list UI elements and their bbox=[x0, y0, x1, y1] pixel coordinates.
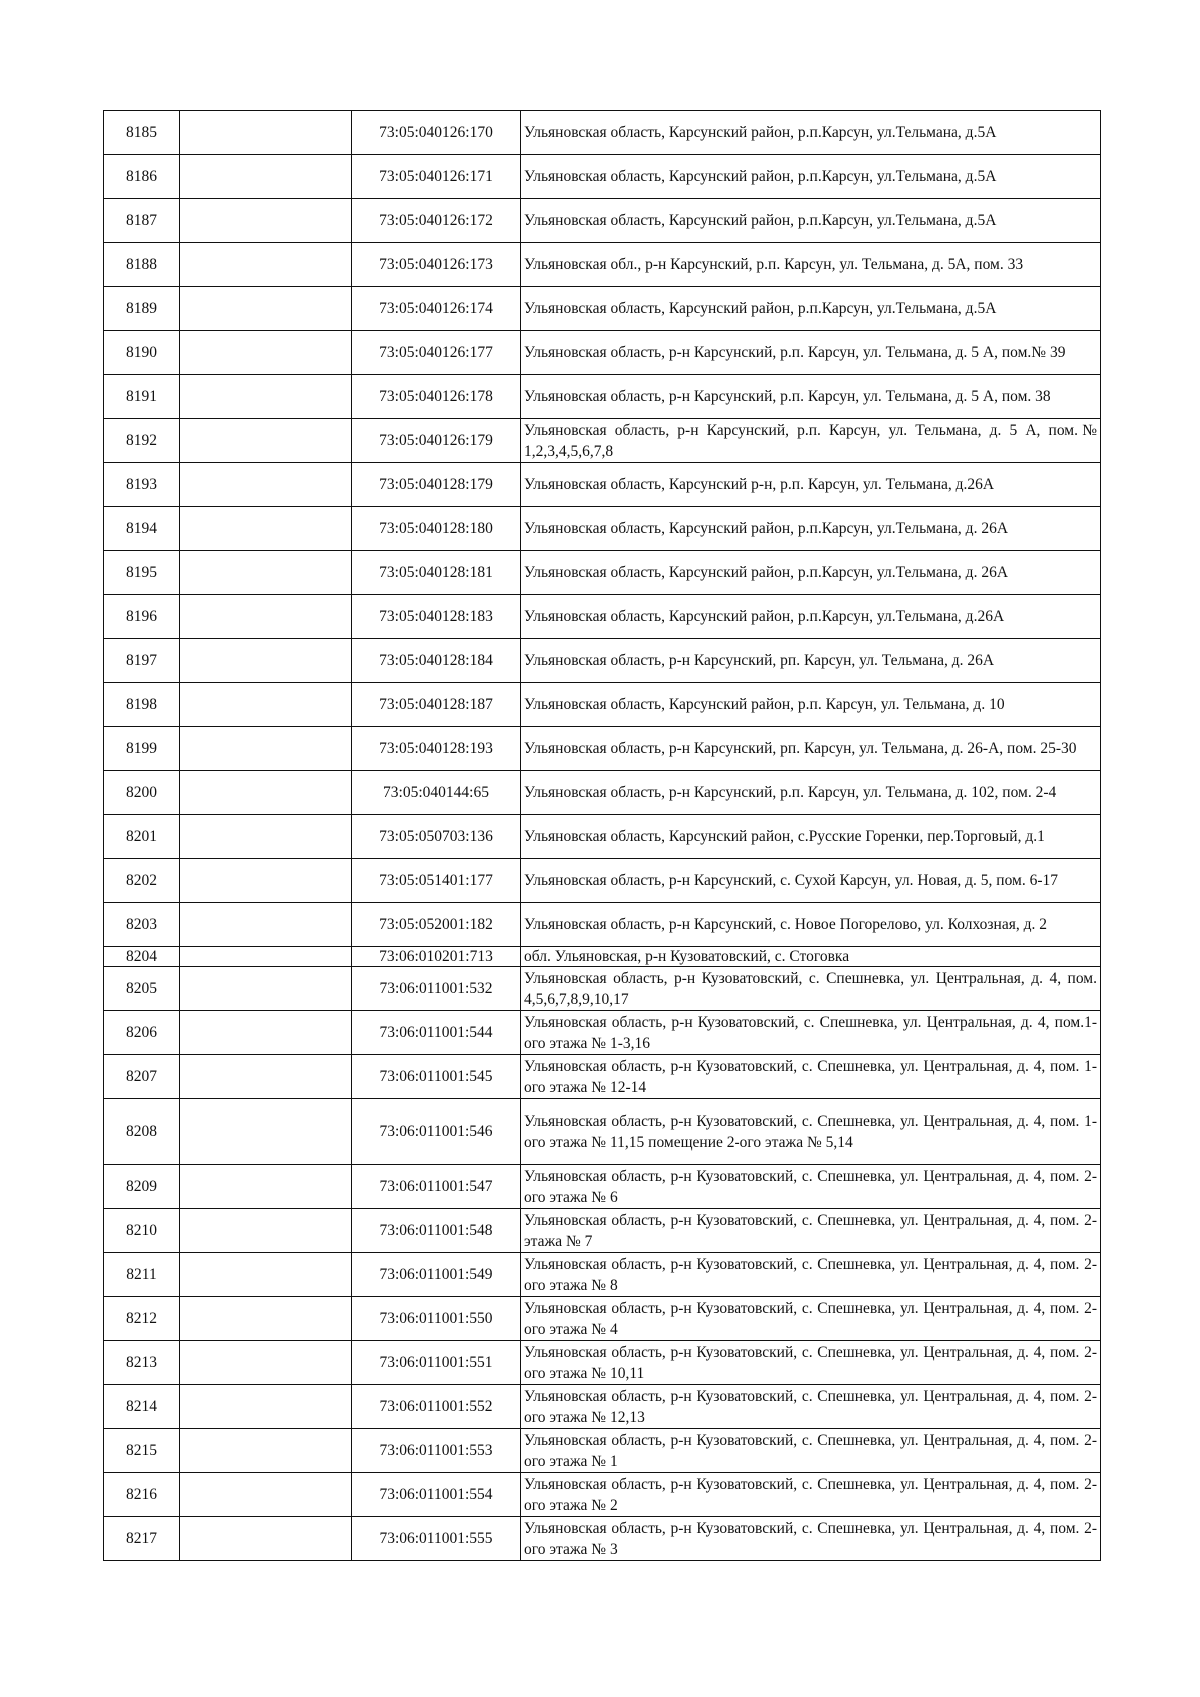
row-number-cell: 8188 bbox=[104, 243, 180, 287]
empty-cell bbox=[180, 903, 352, 947]
row-number-cell: 8201 bbox=[104, 815, 180, 859]
empty-cell bbox=[180, 1341, 352, 1385]
address-cell: Ульяновская область, р-н Кузоватовский, с. Спешневка, ул. Центральная, д. 4, пом. 1-ого этажа № 12-14 bbox=[521, 1055, 1101, 1099]
table-row bbox=[104, 375, 1101, 419]
address-cell: Ульяновская область, р-н Карсунский, р.п. Карсун, ул. Тельмана, д. 5 А, пом. 38 bbox=[521, 375, 1101, 419]
row-number-cell: 8208 bbox=[104, 1099, 180, 1165]
cadastral-number-cell: 73:06:011001:545 bbox=[352, 1055, 521, 1099]
empty-cell bbox=[180, 1253, 352, 1297]
row-number-cell: 8186 bbox=[104, 155, 180, 199]
row-number-cell: 8196 bbox=[104, 595, 180, 639]
row-number-cell: 8207 bbox=[104, 1055, 180, 1099]
address-cell: Ульяновская область, р-н Кузоватовский, с. Спешневка, ул. Центральная, д. 4, пом. 2-ого этажа № 1 bbox=[521, 1429, 1101, 1473]
address-cell: Ульяновская область, р-н Кузоватовский, с. Спешневка, ул. Центральная, д. 4, пом. 2-ого этажа № 4 bbox=[521, 1297, 1101, 1341]
row-number-cell: 8206 bbox=[104, 1011, 180, 1055]
row-number-cell: 8212 bbox=[104, 1297, 180, 1341]
property-registry-table bbox=[103, 110, 1101, 1561]
cadastral-number-cell: 73:05:051401:177 bbox=[352, 859, 521, 903]
address-cell: Ульяновская область, Карсунский район, с.Русские Горенки, пер.Торговый, д.1 bbox=[521, 815, 1101, 859]
table-row bbox=[104, 243, 1101, 287]
address-cell: Ульяновская область, р-н Кузоватовский, с. Спешневка, ул. Центральная, д. 4, пом. 2-ого этажа № 3 bbox=[521, 1517, 1101, 1561]
table-row bbox=[104, 111, 1101, 155]
table-row bbox=[104, 683, 1101, 727]
table-row bbox=[104, 903, 1101, 947]
cadastral-number-cell: 73:05:052001:182 bbox=[352, 903, 521, 947]
empty-cell bbox=[180, 1473, 352, 1517]
empty-cell bbox=[180, 947, 352, 967]
empty-cell bbox=[180, 815, 352, 859]
cadastral-number-cell: 73:05:040128:183 bbox=[352, 595, 521, 639]
table-row bbox=[104, 1165, 1101, 1209]
table-row bbox=[104, 331, 1101, 375]
address-cell: Ульяновская область, р-н Карсунский, р.п. Карсун, ул. Тельмана, д. 102, пом. 2-4 bbox=[521, 771, 1101, 815]
row-number-cell: 8195 bbox=[104, 551, 180, 595]
cadastral-number-cell: 73:05:040126:174 bbox=[352, 287, 521, 331]
cadastral-number-cell: 73:06:011001:547 bbox=[352, 1165, 521, 1209]
cadastral-number-cell: 73:06:010201:713 bbox=[352, 947, 521, 967]
address-cell: Ульяновская область, р-н Карсунский, р.п. Карсун, ул. Тельмана, д. 5 А, пом.№ 1,2,3,4,5,6,7,8 bbox=[521, 419, 1101, 463]
table-row bbox=[104, 287, 1101, 331]
table-row bbox=[104, 947, 1101, 967]
address-cell: Ульяновская область, Карсунский район, р.п. Карсун, ул. Тельмана, д. 10 bbox=[521, 683, 1101, 727]
empty-cell bbox=[180, 463, 352, 507]
row-number-cell: 8216 bbox=[104, 1473, 180, 1517]
row-number-cell: 8190 bbox=[104, 331, 180, 375]
row-number-cell: 8204 bbox=[104, 947, 180, 967]
table-row bbox=[104, 1099, 1101, 1165]
cadastral-number-cell: 73:06:011001:546 bbox=[352, 1099, 521, 1165]
cadastral-number-cell: 73:05:040126:171 bbox=[352, 155, 521, 199]
empty-cell bbox=[180, 155, 352, 199]
cadastral-number-cell: 73:06:011001:548 bbox=[352, 1209, 521, 1253]
table-row bbox=[104, 1429, 1101, 1473]
row-number-cell: 8185 bbox=[104, 111, 180, 155]
address-cell: Ульяновская область, Карсунский район, р.п.Карсун, ул.Тельмана, д.5А bbox=[521, 287, 1101, 331]
address-cell: Ульяновская область, Карсунский район, р.п.Карсун, ул.Тельмана, д.5А bbox=[521, 155, 1101, 199]
table-row bbox=[104, 551, 1101, 595]
empty-cell bbox=[180, 199, 352, 243]
table-row bbox=[104, 967, 1101, 1011]
address-cell: Ульяновская область, Карсунский район, р.п.Карсун, ул.Тельмана, д.26А bbox=[521, 595, 1101, 639]
address-cell: Ульяновская область, Карсунский район, р.п.Карсун, ул.Тельмана, д.5А bbox=[521, 111, 1101, 155]
cadastral-number-cell: 73:05:040128:187 bbox=[352, 683, 521, 727]
row-number-cell: 8191 bbox=[104, 375, 180, 419]
empty-cell bbox=[180, 859, 352, 903]
address-cell: Ульяновская область, р-н Кузоватовский, с. Спешневка, ул. Центральная, д. 4, пом. 4,5,6,7,8,9,10,17 bbox=[521, 967, 1101, 1011]
table-row bbox=[104, 595, 1101, 639]
table-row bbox=[104, 727, 1101, 771]
row-number-cell: 8202 bbox=[104, 859, 180, 903]
row-number-cell: 8210 bbox=[104, 1209, 180, 1253]
cadastral-number-cell: 73:06:011001:544 bbox=[352, 1011, 521, 1055]
row-number-cell: 8198 bbox=[104, 683, 180, 727]
cadastral-number-cell: 73:05:040144:65 bbox=[352, 771, 521, 815]
row-number-cell: 8197 bbox=[104, 639, 180, 683]
address-cell: Ульяновская область, р-н Кузоватовский, с. Спешневка, ул. Центральная, д. 4, пом. 2-ого этажа № 12,13 bbox=[521, 1385, 1101, 1429]
empty-cell bbox=[180, 111, 352, 155]
cadastral-number-cell: 73:06:011001:532 bbox=[352, 967, 521, 1011]
table-row bbox=[104, 199, 1101, 243]
cadastral-number-cell: 73:05:040126:173 bbox=[352, 243, 521, 287]
empty-cell bbox=[180, 727, 352, 771]
row-number-cell: 8203 bbox=[104, 903, 180, 947]
row-number-cell: 8199 bbox=[104, 727, 180, 771]
cadastral-number-cell: 73:06:011001:553 bbox=[352, 1429, 521, 1473]
address-cell: Ульяновская область, р-н Кузоватовский, с. Спешневка, ул. Центральная, д. 4, пом. 1-ого этажа № 11,15 помещение 2-ого этажа № 5,14 bbox=[521, 1099, 1101, 1165]
table-row bbox=[104, 771, 1101, 815]
row-number-cell: 8217 bbox=[104, 1517, 180, 1561]
empty-cell bbox=[180, 771, 352, 815]
table-row bbox=[104, 507, 1101, 551]
row-number-cell: 8205 bbox=[104, 967, 180, 1011]
table-row bbox=[104, 155, 1101, 199]
empty-cell bbox=[180, 1385, 352, 1429]
empty-cell bbox=[180, 1209, 352, 1253]
cadastral-number-cell: 73:05:040126:178 bbox=[352, 375, 521, 419]
cadastral-number-cell: 73:05:040128:193 bbox=[352, 727, 521, 771]
cadastral-number-cell: 73:06:011001:555 bbox=[352, 1517, 521, 1561]
cadastral-number-cell: 73:05:040128:184 bbox=[352, 639, 521, 683]
cadastral-number-cell: 73:06:011001:549 bbox=[352, 1253, 521, 1297]
address-cell: Ульяновская область, Карсунский р-н, р.п. Карсун, ул. Тельмана, д.26А bbox=[521, 463, 1101, 507]
table-row bbox=[104, 1011, 1101, 1055]
cadastral-number-cell: 73:06:011001:550 bbox=[352, 1297, 521, 1341]
empty-cell bbox=[180, 287, 352, 331]
address-cell: Ульяновская область, р-н Карсунский, с. Сухой Карсун, ул. Новая, д. 5, пом. 6-17 bbox=[521, 859, 1101, 903]
table-row bbox=[104, 1055, 1101, 1099]
address-cell: Ульяновская область, р-н Карсунский, рп. Карсун, ул. Тельмана, д. 26А bbox=[521, 639, 1101, 683]
address-cell: Ульяновская область, р-н Кузоватовский, с. Спешневка, ул. Центральная, д. 4, пом.1-ого этажа № 1-3,16 bbox=[521, 1011, 1101, 1055]
table-row bbox=[104, 815, 1101, 859]
address-cell: Ульяновская область, р-н Карсунский, рп. Карсун, ул. Тельмана, д. 26-А, пом. 25-30 bbox=[521, 727, 1101, 771]
registry-table-body bbox=[104, 111, 1101, 1561]
table-row bbox=[104, 639, 1101, 683]
row-number-cell: 8215 bbox=[104, 1429, 180, 1473]
cadastral-number-cell: 73:06:011001:551 bbox=[352, 1341, 521, 1385]
cadastral-number-cell: 73:05:050703:136 bbox=[352, 815, 521, 859]
empty-cell bbox=[180, 639, 352, 683]
address-cell: Ульяновская область, р-н Кузоватовский, с. Спешневка, ул. Центральная, д. 4, пом. 2-ого этажа № 8 bbox=[521, 1253, 1101, 1297]
row-number-cell: 8200 bbox=[104, 771, 180, 815]
row-number-cell: 8211 bbox=[104, 1253, 180, 1297]
row-number-cell: 8193 bbox=[104, 463, 180, 507]
address-cell: Ульяновская область, Карсунский район, р.п.Карсун, ул.Тельмана, д. 26А bbox=[521, 507, 1101, 551]
empty-cell bbox=[180, 551, 352, 595]
table-row bbox=[104, 419, 1101, 463]
row-number-cell: 8194 bbox=[104, 507, 180, 551]
cadastral-number-cell: 73:05:040126:170 bbox=[352, 111, 521, 155]
cadastral-number-cell: 73:05:040128:181 bbox=[352, 551, 521, 595]
table-row bbox=[104, 1473, 1101, 1517]
empty-cell bbox=[180, 419, 352, 463]
address-cell: Ульяновская область, р-н Кузоватовский, с. Спешневка, ул. Центральная, д. 4, пом. 2-ого этажа № 6 bbox=[521, 1165, 1101, 1209]
table-row bbox=[104, 463, 1101, 507]
address-cell: Ульяновская область, р-н Кузоватовский, с. Спешневка, ул. Центральная, д. 4, пом. 2-ого этажа № 10,11 bbox=[521, 1341, 1101, 1385]
empty-cell bbox=[180, 1297, 352, 1341]
empty-cell bbox=[180, 243, 352, 287]
cadastral-number-cell: 73:06:011001:554 bbox=[352, 1473, 521, 1517]
row-number-cell: 8209 bbox=[104, 1165, 180, 1209]
row-number-cell: 8213 bbox=[104, 1341, 180, 1385]
empty-cell bbox=[180, 1429, 352, 1473]
address-cell: Ульяновская область, р-н Карсунский, с. Новое Погорелово, ул. Колхозная, д. 2 bbox=[521, 903, 1101, 947]
address-cell: Ульяновская область, р-н Кузоватовский, с. Спешневка, ул. Центральная, д. 4, пом. 2-этажа № 7 bbox=[521, 1209, 1101, 1253]
address-cell: Ульяновская обл., р-н Карсунский, р.п. Карсун, ул. Тельмана, д. 5А, пом. 33 bbox=[521, 243, 1101, 287]
cadastral-number-cell: 73:05:040128:179 bbox=[352, 463, 521, 507]
row-number-cell: 8189 bbox=[104, 287, 180, 331]
table-row bbox=[104, 1517, 1101, 1561]
empty-cell bbox=[180, 683, 352, 727]
cadastral-number-cell: 73:05:040126:177 bbox=[352, 331, 521, 375]
empty-cell bbox=[180, 1011, 352, 1055]
empty-cell bbox=[180, 595, 352, 639]
empty-cell bbox=[180, 331, 352, 375]
empty-cell bbox=[180, 1099, 352, 1165]
address-cell: обл. Ульяновская, р-н Кузоватовский, с. Стоговка bbox=[521, 947, 1101, 967]
row-number-cell: 8214 bbox=[104, 1385, 180, 1429]
empty-cell bbox=[180, 1517, 352, 1561]
address-cell: Ульяновская область, Карсунский район, р.п.Карсун, ул.Тельмана, д.5А bbox=[521, 199, 1101, 243]
row-number-cell: 8187 bbox=[104, 199, 180, 243]
table-row bbox=[104, 1253, 1101, 1297]
empty-cell bbox=[180, 507, 352, 551]
cadastral-number-cell: 73:05:040128:180 bbox=[352, 507, 521, 551]
table-row bbox=[104, 859, 1101, 903]
empty-cell bbox=[180, 1165, 352, 1209]
row-number-cell: 8192 bbox=[104, 419, 180, 463]
address-cell: Ульяновская область, Карсунский район, р.п.Карсун, ул.Тельмана, д. 26А bbox=[521, 551, 1101, 595]
empty-cell bbox=[180, 375, 352, 419]
table-row bbox=[104, 1385, 1101, 1429]
empty-cell bbox=[180, 1055, 352, 1099]
cadastral-number-cell: 73:05:040126:172 bbox=[352, 199, 521, 243]
empty-cell bbox=[180, 967, 352, 1011]
table-row bbox=[104, 1297, 1101, 1341]
cadastral-number-cell: 73:05:040126:179 bbox=[352, 419, 521, 463]
cadastral-number-cell: 73:06:011001:552 bbox=[352, 1385, 521, 1429]
table-row bbox=[104, 1209, 1101, 1253]
address-cell: Ульяновская область, р-н Кузоватовский, с. Спешневка, ул. Центральная, д. 4, пом. 2-ого этажа № 2 bbox=[521, 1473, 1101, 1517]
address-cell: Ульяновская область, р-н Карсунский, р.п. Карсун, ул. Тельмана, д. 5 А, пом.№ 39 bbox=[521, 331, 1101, 375]
table-row bbox=[104, 1341, 1101, 1385]
